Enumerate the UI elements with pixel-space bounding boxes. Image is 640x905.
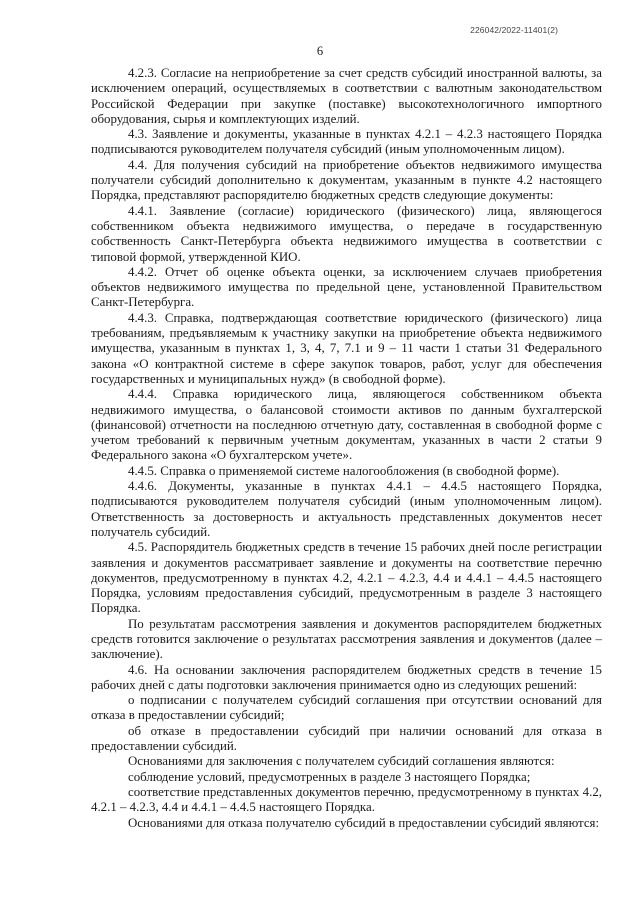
paragraph-decision-sign: о подписании с получателем субсидий соглашения при отсутствии оснований для отказа в предоставлении субсидий; bbox=[91, 693, 602, 723]
paragraph-4-4: 4.4. Для получения субсидий на приобретение объектов недвижимого имущества получатели субсидий дополнительно к документам, указанным в пункте 4.2 настоящего Порядка, представляют распорядителю бюджетных средств следующие документы: bbox=[91, 157, 602, 203]
paragraph-4-4-5: 4.4.5. Справка о применяемой системе налогообложения (в свободной форме). bbox=[128, 463, 560, 478]
paragraph-grounds-refusal: Основаниями для отказа получателю субсидий в предоставлении субсидий являются: bbox=[128, 815, 600, 830]
paragraph-4-4-4: 4.4.4. Справка юридического лица, являющегося собственником объекта недвижимого имущества, о балансовой стоимости активов по данным бухгалтерской (финансовой) отчетности на последнюю отчетную дату, составленная в свободной форме с учетом требований к первичным учетным документам, указанных в части 2 статьи 9 Федерального закона «О бухгалтерском учете». bbox=[91, 387, 602, 463]
paragraph-decision-refuse: об отказе в предоставлении субсидий при наличии оснований для отказа в предоставлении субсидий. bbox=[91, 723, 602, 754]
paragraph-4-4-2: 4.4.2. Отчет об оценке объекта оценки, за исключением случаев приобретения объектов недвижимого имущества по предельной цене, установленной Правительством Санкт-Петербурга. bbox=[91, 264, 602, 310]
page-number: 6 bbox=[316, 44, 324, 58]
paragraph-documents-compliance: соответствие представленных документов перечню, предусмотренному в пунктах 4.2, 4.2.1 – 4.2.3, 4.4 и 4.4.1 – 4.4.5 настоящего Порядка. bbox=[91, 784, 602, 815]
paragraph-4-4-3: 4.4.3. Справка, подтверждающая соответствие юридического (физического) лица требованиям, предъявляемым к участнику закупки на приобретение объекта недвижимого имущества, указанным в пунктах 1, 3, 4, 7, 7.1 и 9 – 11 части 1 статьи 31 Федерального закона «О контрактной системе в сфере закупок товаров, работ, услуг для обеспечения государственных и муниципальных нужд» (в свободной форме). bbox=[91, 310, 602, 386]
paragraph-4-2-3: 4.2.3. Согласие на неприобретение за счет средств субсидий иностранной валюты, за исключением операций, осуществляемых в соответствии с валютным законодательством Российской Федерации при закупке (поставке) высокотехнологичного импортного оборудования, сырья и комплектующих изделий. bbox=[91, 66, 602, 126]
document-body bbox=[91, 66, 602, 831]
paragraph-4-4-1: 4.4.1. Заявление (согласие) юридического (физического) лица, являющегося собственником объекта недвижимого имущества, о передаче в государственную собственность Санкт-Петербурга объекта недвижимого имущества в соответствии с типовой формой, утвержденной КИО. bbox=[91, 203, 602, 264]
document-registration-number: 226042/2022-11401(2) bbox=[470, 25, 558, 35]
paragraph-4-5: 4.5. Распорядитель бюджетных средств в течение 15 рабочих дней после регистрации заявления и документов рассматривает заявление и документы на соответствие перечню документов, предусмотренному в пунктах 4.2, 4.2.1 – 4.2.3, 4.4 и 4.4.1 – 4.4.5 настоящего Порядка, условиям предоставления субсидий, предусмотренным в разделе 3 настоящего Порядка. bbox=[91, 540, 602, 616]
paragraph-review-results: По результатам рассмотрения заявления и документов распорядителем бюджетных средств готовится заключение о результатах рассмотрения заявления и документов (далее – заключение). bbox=[91, 616, 602, 662]
paragraph-4-6: 4.6. На основании заключения распорядителем бюджетных средств в течение 15 рабочих дней с даты подготовки заключения принимается одно из следующих решений: bbox=[91, 662, 602, 692]
paragraph-condition-compliance: соблюдение условий, предусмотренных в разделе 3 настоящего Порядка; bbox=[128, 769, 531, 784]
paragraph-4-4-6: 4.4.6. Документы, указанные в пунктах 4.4.1 – 4.4.5 настоящего Порядка, подписываются руководителем получателя субсидий (иным уполномоченным лицом). Ответственность за достоверность и актуальность представленных документов несет получатель субсидий. bbox=[91, 479, 602, 539]
paragraph-grounds-agreement: Основаниями для заключения с получателем субсидий соглашения являются: bbox=[128, 754, 555, 769]
paragraph-4-3: 4.3. Заявление и документы, указанные в пунктах 4.2.1 – 4.2.3 настоящего Порядка подписываются руководителем получателя субсидий (иным уполномоченным лицом). bbox=[91, 127, 602, 157]
